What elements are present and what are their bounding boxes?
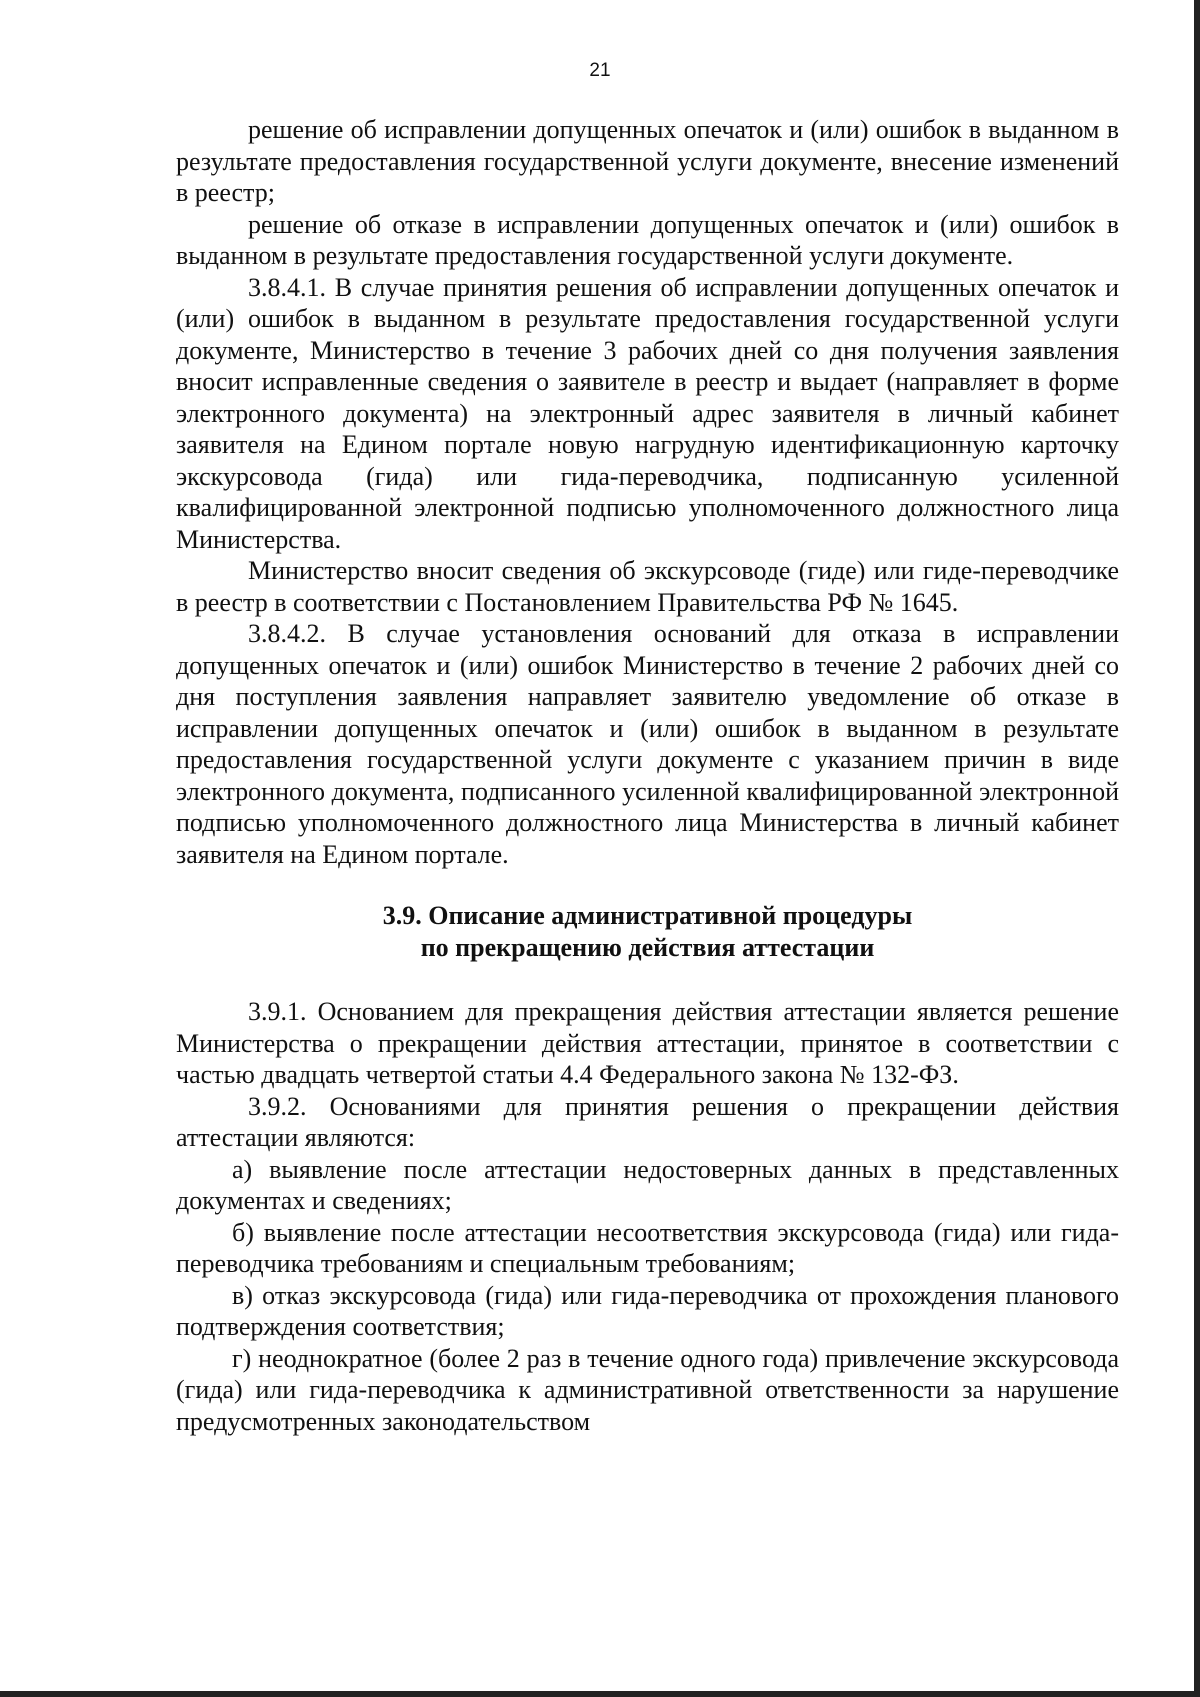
list-item-g: г) неоднократное (более 2 раз в течение одного года) привлечение экскурсовода (гида) или гида-переводчика к административной ответственности за нарушение предусмотренных законодательством xyxy=(176,1343,1119,1436)
paragraph-decision-refusal: решение об отказе в исправлении допущенных опечаток и (или) ошибок в выданном в результате предоставления государственной услуги документе. xyxy=(176,209,1119,270)
list-item-b: б) выявление после аттестации несоответствия экскурсовода (гида) или гида-переводчика требованиям и специальным требованиям; xyxy=(176,1217,1119,1278)
section-heading-3-9 xyxy=(176,900,1119,964)
paragraph-ministry-registry: Министерство вносит сведения об экскурсоводе (гиде) или гиде-переводчике в реестр в соответствии с Постановлением Правительства РФ № 1645. xyxy=(176,556,1119,617)
paragraph-3-8-4-2: 3.8.4.2. В случае установления оснований для отказа в исправлении допущенных опечаток и (или) ошибок Министерство в течение 2 рабочих дней со дня поступления заявления направляет заявителю уведомление об отказе в исправлении допущенных опечаток и (или) ошибок в выданном в результате предоставления государственной услуги документе с указанием причин в виде электронного документа, подписанного усиленной квалифицированной электронной подписью уполномоченного должностного лица Министерства в личный кабинет заявителя на Едином портале. xyxy=(176,619,1119,869)
paragraph-decision-correction: решение об исправлении допущенных опечаток и (или) ошибок в выданном в результате предоставления государственной услуги документе, внесение изменений в реестр; xyxy=(176,115,1119,207)
paragraph-3-9-2: 3.9.2. Основаниями для принятия решения о прекращении действия аттестации являются: xyxy=(176,1091,1119,1152)
list-item-v: в) отказ экскурсовода (гида) или гида-переводчика от прохождения планового подтверждения соответствия; xyxy=(176,1280,1119,1341)
scan-border-bottom xyxy=(0,1691,1200,1697)
paragraph-3-9-1: 3.9.1. Основанием для прекращения действия аттестации является решение Министерства о прекращении действия аттестации, принятое в соответствии с частью двадцать четвертой статьи 4.4 Федерального закона № 132-ФЗ. xyxy=(176,997,1119,1089)
page-number: 21 xyxy=(589,60,611,81)
section-heading-line-2: по прекращению действия аттестации xyxy=(420,933,875,962)
scan-border-right xyxy=(1194,0,1200,1697)
document-body xyxy=(176,114,1119,1437)
list-item-a: а) выявление после аттестации недостоверных данных в представленных документах и сведениях; xyxy=(176,1154,1119,1215)
section-heading-line-1: 3.9. Описание административной процедуры xyxy=(382,901,913,930)
paragraph-3-8-4-1: 3.8.4.1. В случае принятия решения об исправлении допущенных опечаток и (или) ошибок в выданном в результате предоставления государственной услуги документе, Министерство в течение 3 рабочих дней со дня получения заявления вносит исправленные сведения о заявителе в реестр и выдает (направляет в форме электронного документа) на электронный адрес заявителя в личный кабинет заявителя на Едином портале новую нагрудную идентификационную карточку экскурсовода (гида) или гида-переводчика, подписанную усиленной квалифицированной электронной подписью уполномоченного должностного лица Министерства. xyxy=(176,272,1119,554)
